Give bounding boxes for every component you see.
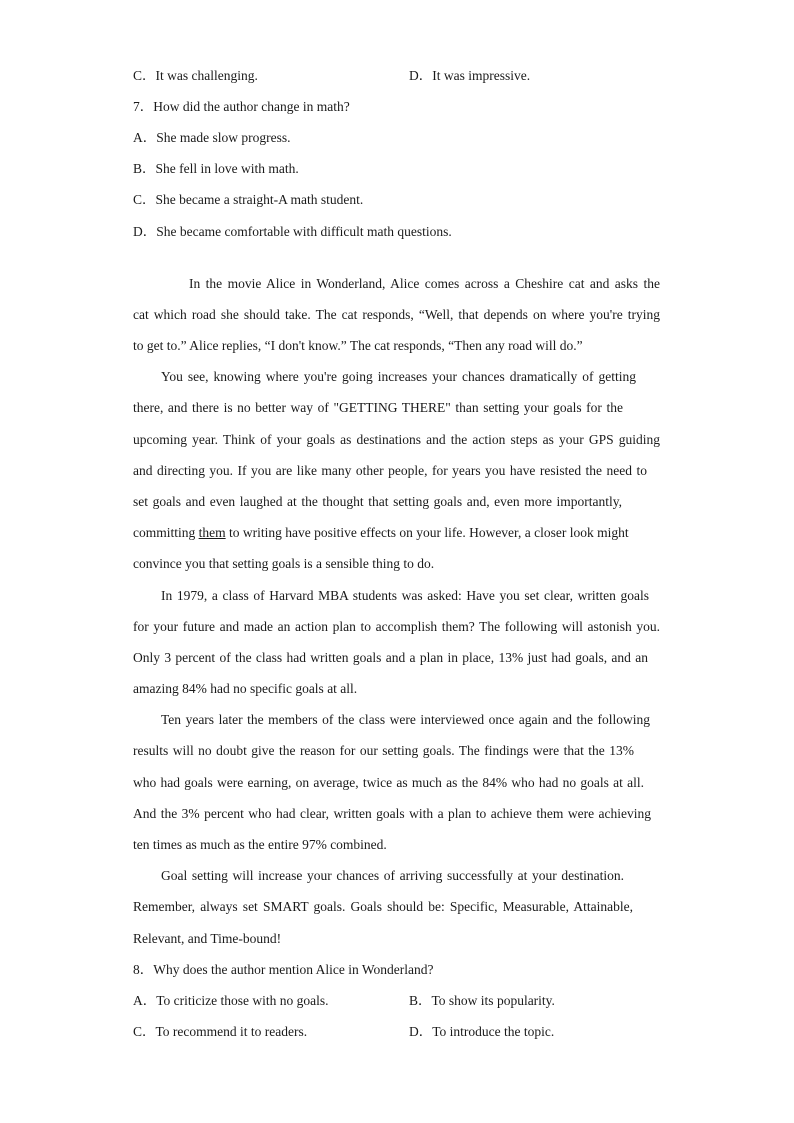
q8-question: 8．Why does the author mention Alice in Wonderland? [133,962,434,977]
passage-p2-line5: set goals and even laughed at the thought that setting goals and, even more importantly, [133,494,622,509]
passage-p1-line2: cat which road she should take. The cat responds, “Well, that depends on where you're trying [133,307,660,322]
q6-option-d: D．It was impressive. [409,68,531,83]
q7-option-d: D．She became comfortable with difficult math questions. [133,224,452,239]
passage-p1-line1: In the movie Alice in Wonderland, Alice comes across a Cheshire cat and asks the [189,276,660,291]
q7-option-b: B．She fell in love with math. [133,161,299,176]
passage-p3-line2: for your future and made an action plan to accomplish them? The following will astonish you. [133,619,660,634]
passage-p2-line6: committing them to writing have positive effects on your life. However, a closer look might [133,525,629,540]
q7-question: 7．How did the author change in math? [133,99,350,114]
underlined-word-them: them [198,525,226,540]
passage-p3-line4: amazing 84% had no specific goals at all. [133,681,358,696]
q7-option-c: C．She became a straight-A math student. [133,192,364,207]
passage-p2-line4: and directing you. If you are like many other people, for years you have resisted the need to [133,463,647,478]
passage-p5-line1: Goal setting will increase your chances of arriving successfully at your destination. [161,868,624,883]
q7-option-a: A．She made slow progress. [133,130,291,145]
passage-p3-line1: In 1979, a class of Harvard MBA students was asked: Have you set clear, written goals [161,588,649,603]
passage-p4-line3: who had goals were earning, on average, twice as much as the 84% who had no goals at all. [133,775,644,790]
q8-option-a: A．To criticize those with no goals. [133,993,329,1008]
passage-p1-line3: to get to.” Alice replies, “I don't know.” The cat responds, “Then any road will do.” [133,338,583,353]
passage-p4-line2: results will no doubt give the reason for our setting goals. The findings were that the 13% [133,743,634,758]
passage-p2-line2: there, and there is no better way of "GETTING THERE" than setting your goals for the [133,400,623,415]
q6-option-c: C．It was challenging. [133,68,258,83]
q8-option-b: B．To show its popularity. [409,993,555,1008]
passage-p5-line2: Remember, always set SMART goals. Goals should be: Specific, Measurable, Attainable, [133,899,633,914]
passage-p4-line5: ten times as much as the entire 97% combined. [133,837,387,852]
q8-option-d: D．To introduce the topic. [409,1024,555,1039]
passage-p2-line7: convince you that setting goals is a sensible thing to do. [133,556,435,571]
q8-option-c: C．To recommend it to readers. [133,1024,308,1039]
passage-p4-line4: And the 3% percent who had clear, written goals with a plan to achieve them were achieving [133,806,651,821]
passage-p5-line3: Relevant, and Time-bound! [133,931,282,946]
passage-p3-line3: Only 3 percent of the class had written goals and a plan in place, 13% just had goals, and an [133,650,648,665]
passage-p2-line3: upcoming year. Think of your goals as destinations and the action steps as your GPS guiding [133,432,660,447]
passage-p2-line1: You see, knowing where you're going increases your chances dramatically of getting [161,369,636,384]
passage-p4-line1: Ten years later the members of the class were interviewed once again and the following [161,712,650,727]
